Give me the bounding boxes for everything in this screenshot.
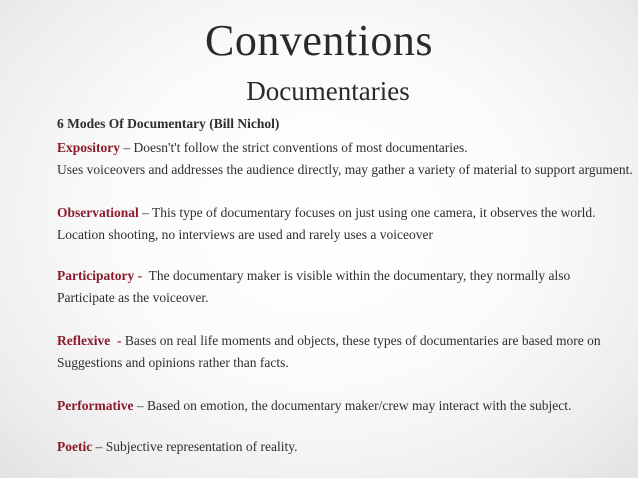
slide-title: Conventions	[205, 16, 433, 65]
slide-subtitle: Documentaries	[246, 76, 410, 106]
mode-text: This type of documentary focuses on just using one camera, it observes the world.	[152, 205, 596, 220]
mode-term: Poetic	[57, 439, 93, 454]
mode-expository-line-2: Uses voiceovers and addresses the audience directly, may gather a variety of material to support argument.	[57, 162, 633, 177]
mode-text: Doesn't't follow the strict conventions of most documentaries.	[133, 140, 468, 155]
mode-reflexive-line-2: Suggestions and opinions rather than facts.	[57, 355, 289, 370]
mode-observational-line-2: Location shooting, no interviews are used and rarely uses a voiceover	[57, 227, 434, 242]
mode-separator: –	[120, 140, 134, 155]
mode-separator: –	[138, 205, 153, 220]
section-heading: 6 Modes Of Documentary (Bill Nichol)	[57, 116, 280, 131]
mode-term: Expository	[57, 140, 121, 155]
mode-term: Observational	[57, 205, 139, 220]
mode-separator: –	[92, 439, 106, 454]
mode-term: Reflexive -	[57, 333, 122, 348]
mode-text: Based on emotion, the documentary maker/crew may interact with the subject.	[146, 398, 572, 413]
mode-text: Subjective representation of reality.	[105, 439, 298, 454]
mode-reflexive-line-1	[57, 333, 601, 349]
mode-performative-line-1	[57, 398, 571, 414]
mode-expository-line-1	[57, 140, 468, 156]
mode-separator: –	[133, 398, 147, 413]
mode-term: Participatory -	[57, 268, 143, 283]
mode-observational-line-1	[57, 205, 596, 221]
mode-term: Performative	[57, 398, 134, 413]
mode-poetic-line-1	[57, 439, 298, 455]
mode-participatory-line-1	[57, 268, 570, 284]
mode-text: Bases on real life moments and objects, these types of documentaries are based more on	[124, 333, 601, 348]
mode-text: The documentary maker is visible within the documentary, they normally also	[148, 268, 571, 283]
mode-participatory-line-2: Participate as the voiceover.	[57, 290, 209, 305]
